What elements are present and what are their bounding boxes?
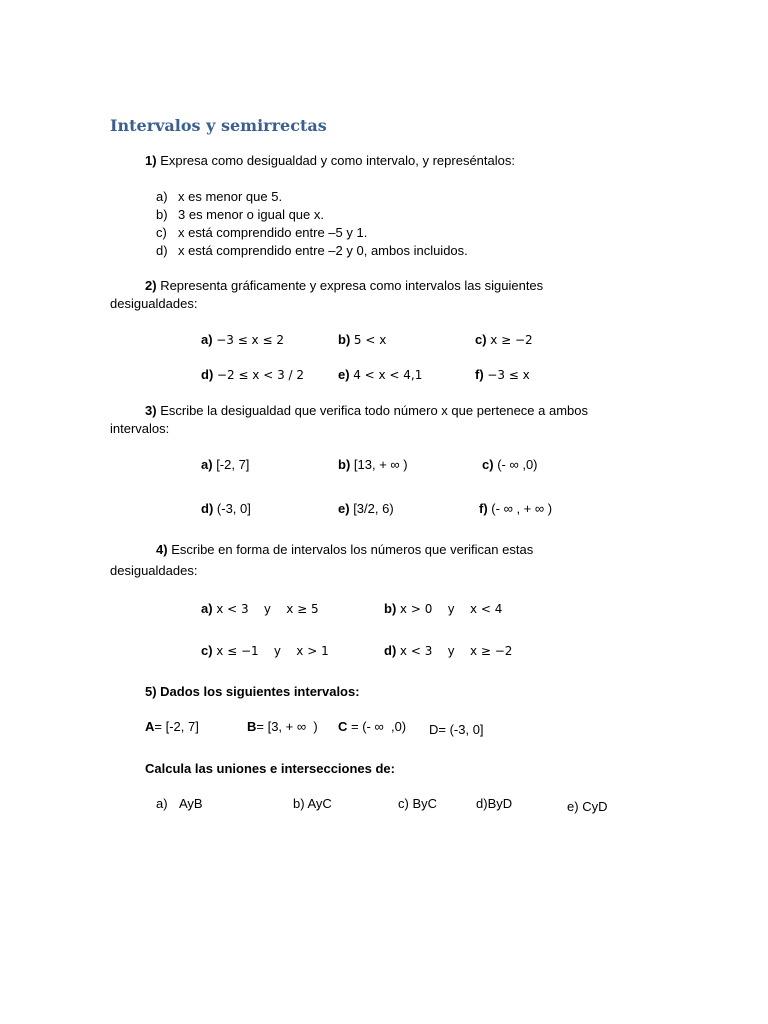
exercise-4-item xyxy=(201,602,319,615)
item-text: 3 es menor o igual que x. xyxy=(178,207,324,222)
item-label: b) xyxy=(156,207,168,222)
exercise-3-text: Escribe la desigualdad que verifica todo número x que pertenece a ambos xyxy=(160,403,589,418)
exercise-5-heading: 5) Dados los siguientes intervalos: xyxy=(145,684,360,699)
interval-d: D= (-3, 0] xyxy=(429,722,484,737)
exercise-2-item xyxy=(475,368,530,381)
item-expression: x > 0 y x < 4 xyxy=(399,602,503,616)
exercise-3-item xyxy=(338,458,408,471)
exercise-3-item xyxy=(338,502,394,515)
item-label: c) xyxy=(398,796,409,811)
item-label: d) xyxy=(156,243,168,258)
item-expression: x ≥ −2 xyxy=(490,333,533,347)
item-label: d) xyxy=(476,796,488,811)
exercise-2-item xyxy=(475,333,533,346)
exercise-2-item xyxy=(201,333,284,346)
item-label: e) xyxy=(567,799,579,814)
item-text: AyC xyxy=(307,796,332,811)
item-expression: −3 ≤ x ≤ 2 xyxy=(216,333,284,347)
interval-c xyxy=(338,720,406,733)
item-label: c) xyxy=(475,332,487,347)
item-text: ByD xyxy=(487,796,513,811)
item-label: a) xyxy=(201,332,213,347)
interval-a-label: A xyxy=(145,719,155,734)
exercise-5-calc: Calcula las uniones e intersecciones de: xyxy=(145,761,395,776)
exercise-4-statement-cont: desigualdades: xyxy=(110,563,198,578)
exercise-2-statement xyxy=(145,279,543,292)
item-expression: (- ∞ ,0) xyxy=(497,457,538,472)
item-label: d) xyxy=(201,367,214,382)
item-expression: [-2, 7] xyxy=(216,457,250,472)
item-label: f) xyxy=(475,367,484,382)
interval-b-label: B xyxy=(247,719,257,734)
item-label: f) xyxy=(479,501,488,516)
interval-c-value: = (- ∞ ,0) xyxy=(347,719,407,734)
item-label: b) xyxy=(338,457,351,472)
interval-b-value: = [3, + ∞ ) xyxy=(256,719,318,734)
exercise-4-item xyxy=(384,602,502,615)
exercise-3-statement xyxy=(145,404,588,417)
interval-b xyxy=(247,720,318,733)
exercise-1-text: Expresa como desigualdad y como intervalo, y represéntalos: xyxy=(160,153,515,168)
exercise-1-statement xyxy=(145,154,515,167)
item-text: ByC xyxy=(412,796,438,811)
exercise-4-statement xyxy=(156,543,533,556)
item-label: d) xyxy=(384,643,397,658)
exercise-3-number: 3) xyxy=(145,403,157,418)
item-text: CyD xyxy=(582,799,608,814)
item-expression: 5 < x xyxy=(353,333,387,347)
exercise-1-item xyxy=(156,207,324,222)
item-expression: x < 3 y x ≥ 5 xyxy=(216,602,319,616)
item-label: b) xyxy=(293,796,305,811)
exercise-5-item xyxy=(567,800,607,813)
exercise-5-item xyxy=(293,797,332,810)
exercise-1-item xyxy=(156,225,368,240)
item-text: AyB xyxy=(179,796,203,811)
item-label: b) xyxy=(384,601,397,616)
exercise-3-item xyxy=(201,458,249,471)
exercise-1-item xyxy=(156,243,468,258)
exercise-5-item xyxy=(156,796,203,811)
item-label: a) xyxy=(201,457,213,472)
interval-a xyxy=(145,720,199,733)
item-expression: x < 3 y x ≥ −2 xyxy=(399,644,513,658)
interval-a-value: = [-2, 7] xyxy=(154,719,199,734)
item-label: c) xyxy=(156,225,167,240)
item-label: b) xyxy=(338,332,351,347)
item-label: d) xyxy=(201,501,214,516)
exercise-3-item xyxy=(479,502,552,515)
item-text: x es menor que 5. xyxy=(178,189,283,204)
exercise-4-number: 4) xyxy=(156,542,168,557)
item-expression: x ≤ −1 y x > 1 xyxy=(216,644,329,658)
item-text: x está comprendido entre –2 y 0, ambos incluidos. xyxy=(178,243,468,258)
item-label: a) xyxy=(201,601,213,616)
item-label: e) xyxy=(338,501,350,516)
exercise-2-text: Representa gráficamente y expresa como intervalos las siguientes xyxy=(160,278,544,293)
exercise-5-item xyxy=(476,797,512,810)
exercise-1-number: 1) xyxy=(145,153,157,168)
item-label: c) xyxy=(482,457,494,472)
exercise-3-item xyxy=(201,502,251,515)
interval-c-label: C xyxy=(338,719,348,734)
exercise-2-item xyxy=(338,368,422,381)
item-expression: (-3, 0] xyxy=(216,501,251,516)
exercise-3-item xyxy=(482,458,538,471)
exercise-2-item xyxy=(338,333,386,346)
item-label: e) xyxy=(338,367,350,382)
item-expression: [13, + ∞ ) xyxy=(353,457,408,472)
exercise-1-item xyxy=(156,189,283,204)
exercise-2-number: 2) xyxy=(145,278,157,293)
exercise-4-text: Escribe en forma de intervalos los números que verifican estas xyxy=(171,542,534,557)
item-expression: (- ∞ , + ∞ ) xyxy=(491,501,553,516)
item-label: a) xyxy=(156,189,168,204)
item-expression: 4 < x < 4,1 xyxy=(353,368,423,382)
item-text: x está comprendido entre –5 y 1. xyxy=(178,225,368,240)
item-expression: [3/2, 6) xyxy=(353,501,394,516)
item-label: c) xyxy=(201,643,213,658)
item-expression: −2 ≤ x < 3 / 2 xyxy=(216,368,305,382)
page-title: Intervalos y semirrectas xyxy=(110,116,327,135)
exercise-4-item xyxy=(384,644,512,657)
item-expression: −3 ≤ x xyxy=(487,368,530,382)
exercise-5-item xyxy=(398,797,437,810)
exercise-2-item xyxy=(201,368,304,381)
exercise-2-statement-cont: desigualdades: xyxy=(110,296,198,311)
exercise-4-item xyxy=(201,644,329,657)
item-label: a) xyxy=(156,796,168,811)
exercise-3-statement-cont: intervalos: xyxy=(110,421,170,436)
